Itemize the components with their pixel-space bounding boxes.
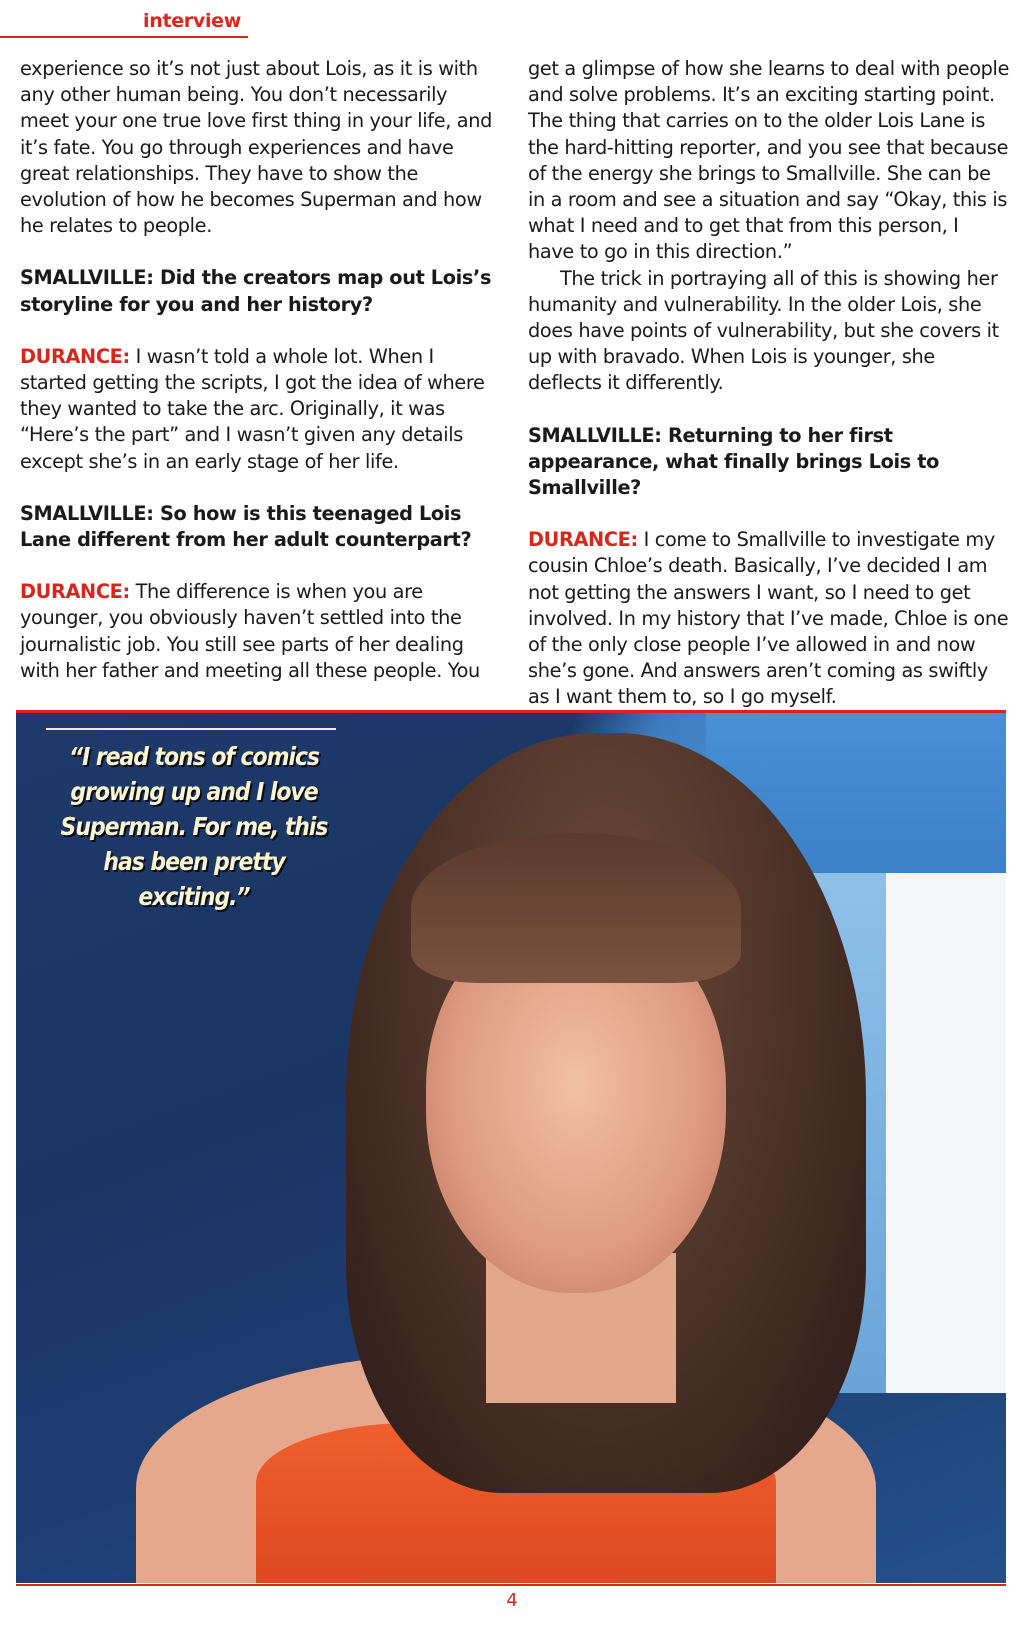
continued-paragraph: get a glimpse of how she learns to deal with people and solve problems. It’s an exciting starting point. The thing that carries on to the older Lois Lane is the hard-hitting reporter, and you see that because of the energy she brings to Smallville. She can be in a room and see a situation and say “Okay, this is what I need and to get that from this person, I have to go in this direction.” <box>528 57 1010 264</box>
right-column <box>528 56 1010 711</box>
answer-1 <box>20 344 500 475</box>
intro-paragraph: experience so it’s not just about Lois, as it is with any other human being. You don’t necessarily meet your one true love first thing in your life, and it’s fate. You go through experiences and have great relationships. They have to show the evolution of how he becomes Superman and how he relates to people. <box>20 57 493 238</box>
speaker-label: DURANCE: <box>20 580 130 604</box>
answer-text: I wasn’t told a whole lot. When I started getting the scripts, I got the idea of where they wanted to take the arc. Originally, it was “Here’s the part” and I wasn’t given any details except she’s in an early stage of her life. <box>20 344 485 473</box>
page-number: 4 <box>506 1590 518 1611</box>
answer-text: I come to Smallville to investigate my cousin Chloe’s death. Basically, I’ve decided I am not getting the answers I want, so I need to get involved. In my history that I’ve made, Chloe is one of the only close people I’ve allowed in and now she’s gone. And answers aren’t coming as swiftly as I want them to, so I go myself. <box>528 528 1009 709</box>
footer-rule <box>16 1584 1006 1586</box>
quote-rule <box>46 728 336 730</box>
section-label: interview <box>143 10 242 32</box>
background-window <box>886 873 1006 1393</box>
question-1: SMALLVILLE: Did the creators map out Lois’s storyline for you and her history? <box>20 266 492 316</box>
bangs <box>411 833 741 983</box>
left-column <box>20 56 500 684</box>
portrait-photo <box>16 713 1006 1583</box>
question-3: SMALLVILLE: Returning to her first appearance, what finally brings Lois to Smallville? <box>528 423 939 500</box>
answer-2 <box>20 579 500 684</box>
pull-quote: “I read tons of comics growing up and I love Superman. For me, this has been pretty exciting.” <box>60 742 328 911</box>
question-2: SMALLVILLE: So how is this teenaged Lois Lane different from her adult counterpart? <box>20 501 472 552</box>
header-rule <box>0 36 248 38</box>
answer-text: The difference is when you are younger, you obviously haven’t settled into the journalistic job. You still see parts of her dealing with her father and meeting all these people. You <box>20 580 480 682</box>
paragraph-2: The trick in portraying all of this is showing her humanity and vulnerability. In the older Lois, she does have points of vulnerability, but she covers it up with bravado. When Lois is younger, she deflects it differently. <box>528 266 999 395</box>
answer-3 <box>528 527 1010 710</box>
speaker-label: DURANCE: <box>528 528 638 552</box>
speaker-label: DURANCE: <box>20 344 130 368</box>
